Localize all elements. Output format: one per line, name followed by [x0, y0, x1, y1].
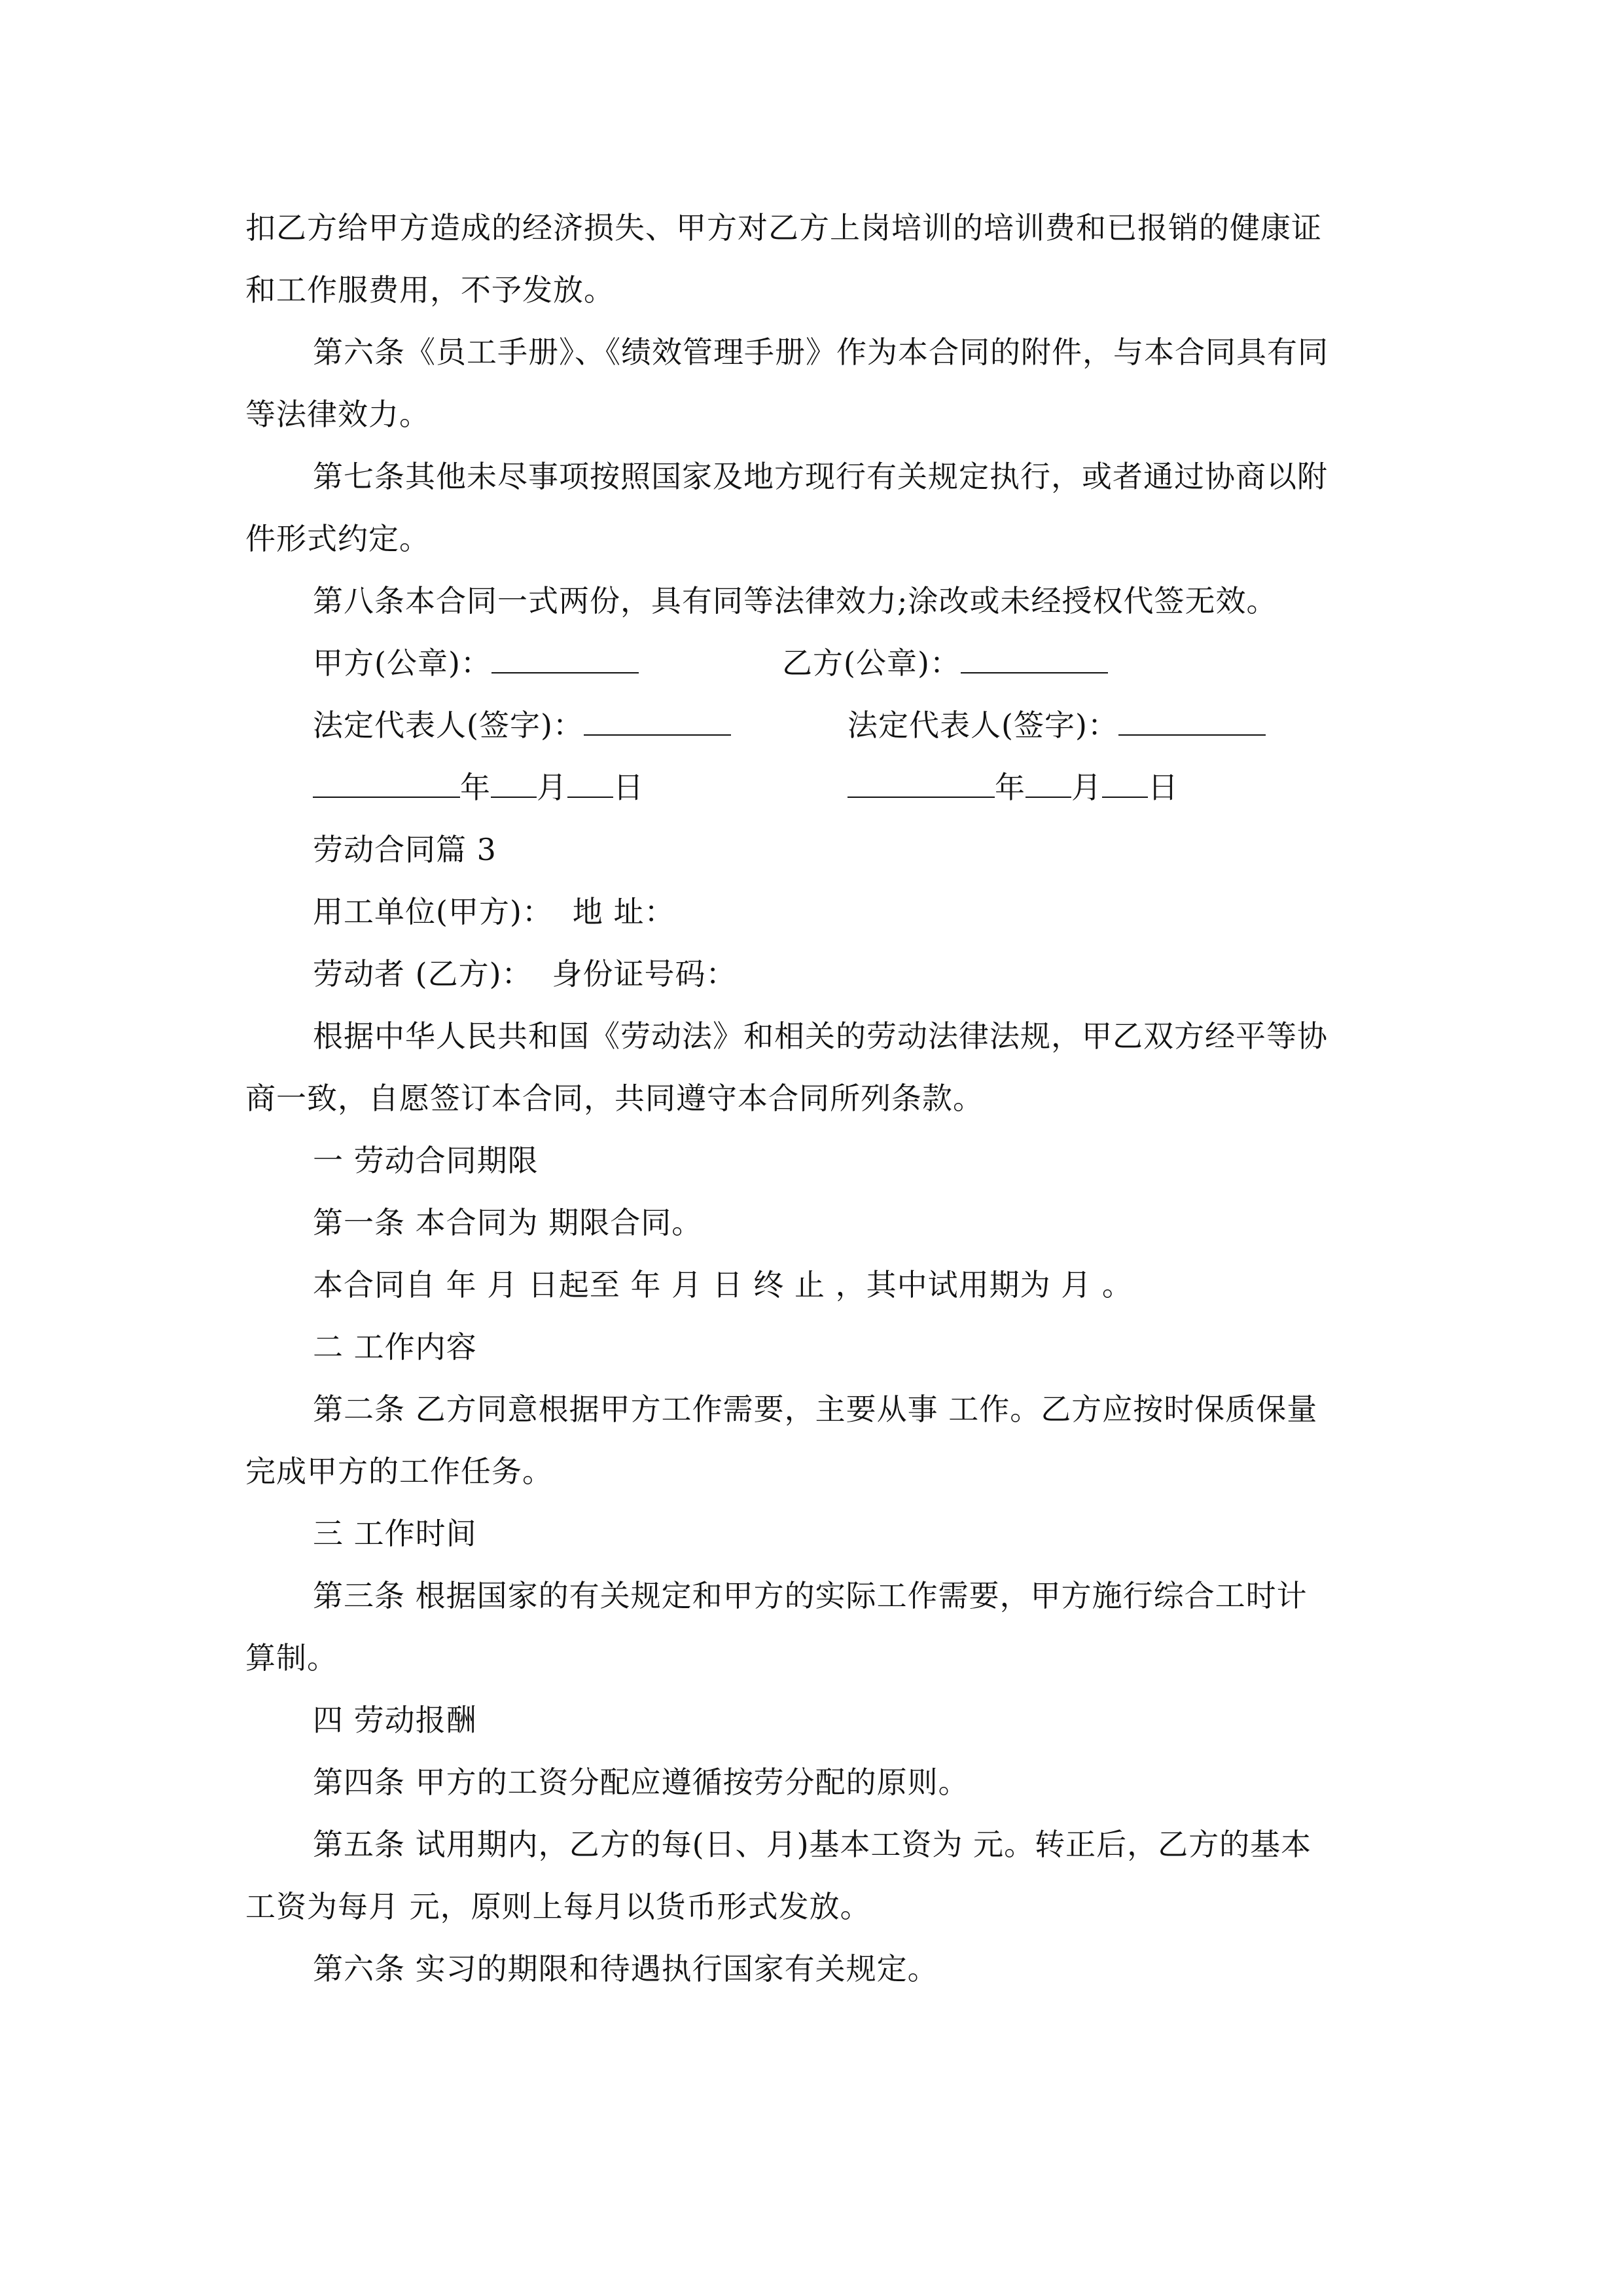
paragraph-line: 件形式约定。: [245, 521, 430, 556]
party-a-seal-field: [313, 643, 639, 683]
address-label: 地 址：: [572, 894, 675, 929]
year-blank: [847, 768, 995, 798]
day-label: 日: [1148, 770, 1179, 805]
party-a-rep-field: [313, 706, 731, 745]
paragraph-line: 扣乙方给甲方造成的经济损失、甲方对乙方上岗培训的培训费和已报销的健康证: [245, 210, 1322, 245]
paragraph-line: 根据中华人民共和国《劳动法》和相关的劳动法律法规，甲乙双方经平等协: [313, 1018, 1328, 1054]
paragraph-line: 第五条 试用期内，乙方的每(日、月)基本工资为 元。转正后，乙方的基本: [313, 1827, 1312, 1862]
heading-line: 四 劳动报酬: [313, 1702, 477, 1738]
paragraph-line: 算制。: [245, 1640, 338, 1676]
month-label: 月: [1071, 770, 1102, 805]
year-label: 年: [995, 770, 1026, 805]
heading-line: 一 劳动合同期限: [313, 1143, 539, 1178]
month-label: 月: [537, 770, 567, 805]
worker-row: [313, 954, 737, 994]
party-b-seal-blank: [961, 643, 1108, 673]
id-label: 身份证号码：: [552, 956, 737, 992]
day-blank: [1102, 768, 1148, 798]
paragraph-line: 工资为每月 元，原则上每月以货币形式发放。: [245, 1889, 871, 1924]
paragraph-line: 完成甲方的工作任务。: [245, 1454, 553, 1489]
party-b-seal-field: [782, 643, 1108, 683]
paragraph-line: 第六条《员工手册》、《绩效管理手册》作为本合同的附件，与本合同具有同: [313, 334, 1329, 370]
party-b-date-field: [847, 768, 1179, 807]
party-b-rep-field: [847, 706, 1266, 745]
party-b-rep-label: 法定代表人(签字)：: [847, 708, 1118, 743]
party-a-seal-label: 甲方(公章)：: [313, 645, 491, 681]
year-blank: [313, 768, 460, 798]
party-b-seal-label: 乙方(公章)：: [782, 645, 961, 681]
paragraph-line: 和工作服费用，不予发放。: [245, 272, 615, 308]
paragraph-line: 第三条 根据国家的有关规定和甲方的实际工作需要，甲方施行综合工时计: [313, 1578, 1308, 1613]
party-a-rep-blank: [584, 706, 731, 736]
worker-label: 劳动者 (乙方)：: [313, 956, 533, 992]
month-blank: [1026, 768, 1071, 798]
day-label: 日: [613, 770, 644, 805]
paragraph-line: 第一条 本合同为 期限合同。: [313, 1205, 703, 1240]
year-label: 年: [460, 770, 491, 805]
month-blank: [491, 768, 537, 798]
paragraph-line: 第二条 乙方同意根据甲方工作需要，主要从事 工作。乙方应按时保质保量: [313, 1391, 1318, 1427]
day-blank: [567, 768, 613, 798]
paragraph-line: 本合同自 年 月 日起至 年 月 日 终 止 ，其中试用期为 月 。: [313, 1267, 1133, 1302]
paragraph-line: 商一致，自愿签订本合同，共同遵守本合同所列条款。: [245, 1081, 984, 1116]
party-a-date-field: [313, 768, 644, 807]
section-title: 劳动合同篇 3: [313, 832, 497, 867]
paragraph-line: 第四条 甲方的工资分配应遵循按劳分配的原则。: [313, 1765, 969, 1800]
heading-line: 二 工作内容: [313, 1329, 477, 1365]
party-a-seal-blank: [491, 643, 639, 673]
party-a-rep-label: 法定代表人(签字)：: [313, 708, 584, 743]
paragraph-line: 第七条其他未尽事项按照国家及地方现行有关规定执行，或者通过协商以附: [313, 459, 1328, 494]
paragraph-line: 等法律效力。: [245, 397, 430, 432]
heading-line: 三 工作时间: [313, 1516, 477, 1551]
paragraph-line: 第六条 实习的期限和待遇执行国家有关规定。: [313, 1951, 938, 1986]
paragraph-line: 第八条本合同一式两份，具有同等法律效力;涂改或未经授权代签无效。: [313, 583, 1277, 619]
party-b-rep-blank: [1118, 706, 1266, 736]
employer-row: [313, 892, 675, 931]
employer-label: 用工单位(甲方)：: [313, 894, 553, 929]
